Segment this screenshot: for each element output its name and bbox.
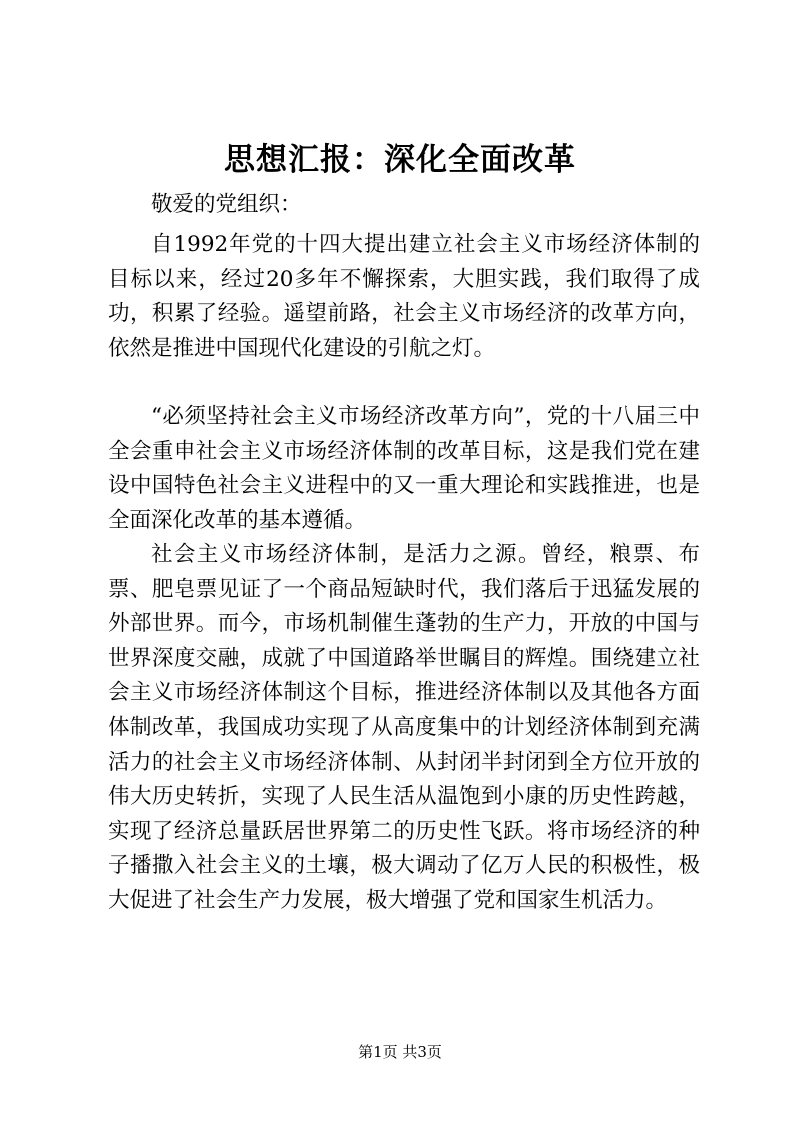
- paragraph-1: 自1992年党的十四大提出建立社会主义市场经济体制的目标以来，经过20多年不懈探索，大胆实践，我们取得了成功，积累了经验。遥望前路，社会主义市场经济的改革方向，依然是推进中国现代化建设的引航之灯。: [108, 232, 700, 361]
- paragraph-2: “必须坚持社会主义市场经济改革方向”，党的十八届三中全会重申社会主义市场经济体制的改革目标，这是我们党在建设中国特色社会主义进程中的又一重大理论和实践推进，也是全面深化改革的基本遵循。: [108, 404, 700, 533]
- page-number-footer: 第1页 共3页: [358, 1043, 442, 1061]
- salutation: 敬爱的党组织：: [151, 192, 302, 217]
- document-title: 思想汇报：深化全面改革: [224, 142, 576, 178]
- paragraph-3: 社会主义市场经济体制，是活力之源。曾经，粮票、布票、肥皂票见证了一个商品短缺时代，我们落后于迅猛发展的外部世界。而今，市场机制催生蓬勃的生产力，开放的中国与世界深度交融，成就了中国道路举世瞩目的辉煌。围绕建立社会主义市场经济体制这个目标，推进经济体制以及其他各方面体制改革，我国成功实现了从高度集中的计划经济体制到充满活力的社会主义市场经济体制、从封闭半封闭到全方位开放的伟大历史转折，实现了人民生活从温饱到小康的历史性跨越，实现了经济总量跃居世界第二的历史性飞跃。将市场经济的种子播撒入社会主义的土壤，极大调动了亿万人民的积极性，极大促进了社会生产力发展，极大增强了党和国家生机活力。: [108, 542, 700, 913]
